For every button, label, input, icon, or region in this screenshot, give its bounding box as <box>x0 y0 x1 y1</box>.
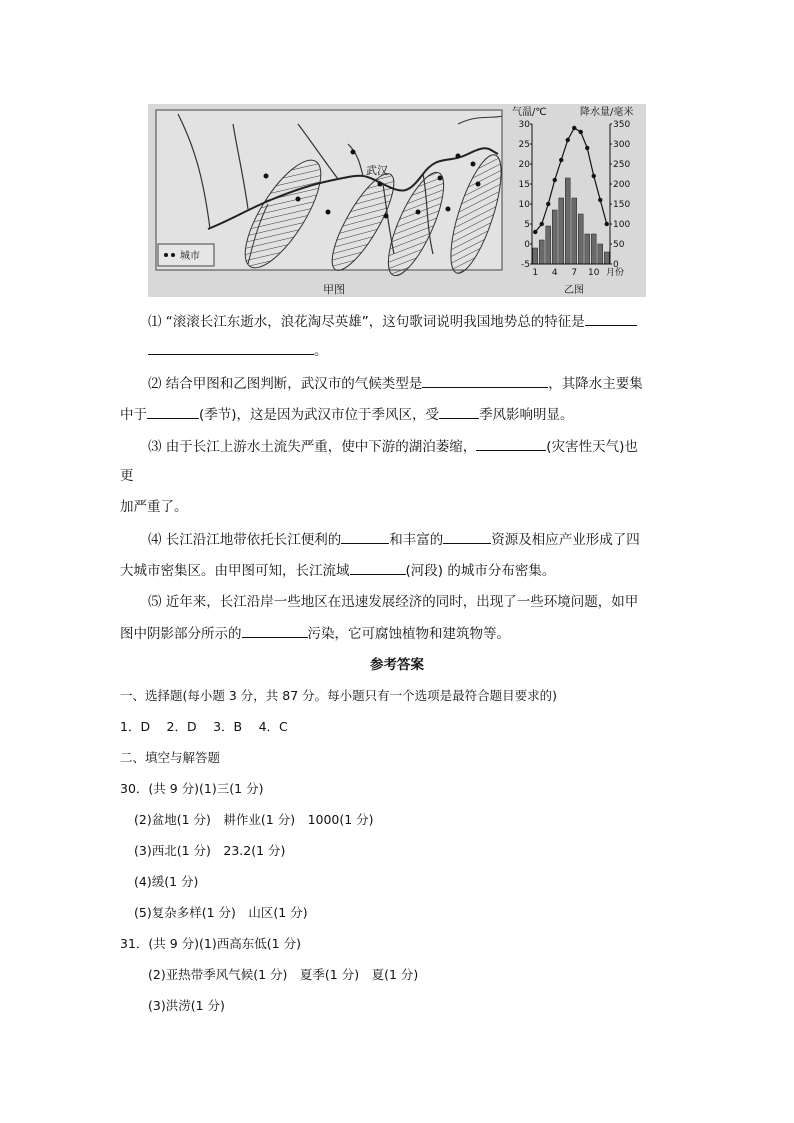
temperature-point <box>566 138 570 142</box>
temperature-point <box>579 130 583 134</box>
answer-blank[interactable] <box>476 436 546 451</box>
temperature-point <box>572 126 576 130</box>
answers-title: 参考答案 <box>370 657 424 673</box>
temperature-point <box>533 230 537 234</box>
temp-tick-label: 30 <box>518 120 530 130</box>
temperature-point <box>540 222 544 226</box>
question-4-line-a: ⑷ 长江沿江地带依托长江便利的 和丰富的 资源及相应产业形成了四 <box>148 529 640 550</box>
precip-tick-label: 200 <box>613 180 631 190</box>
precip-bar <box>565 178 570 264</box>
precip-tick-label: 100 <box>613 220 631 230</box>
temp-tick-label: 5 <box>524 220 530 230</box>
answers-section-2: 二、填空与解答题 <box>120 750 221 765</box>
legend-label: 城市 <box>180 251 200 262</box>
temperature-point <box>605 222 609 226</box>
q1-text: ⑴ “滚滚长江东逝水，浪花淘尽英雄”，这句歌词说明我国地势总的特征是 <box>148 314 585 330</box>
month-tick-label: 7 <box>571 268 578 278</box>
month-tick-label: 1 <box>532 268 539 278</box>
month-unit-label: 月份 <box>606 268 625 278</box>
precip-tick-label: 50 <box>613 240 625 250</box>
yangtze-map <box>148 104 510 297</box>
temperature-point <box>585 146 589 150</box>
precip-bar <box>585 234 590 264</box>
answers-choices: 1．D 2．D 3．B 4．C <box>120 719 288 734</box>
answer-blank[interactable] <box>439 404 479 419</box>
figure-panel <box>148 104 646 297</box>
answer-30-3: (3)西北(1 分) 23.2(1 分) <box>134 843 286 858</box>
answer-30-2: (2)盆地(1 分) 耕作业(1 分) 1000(1 分) <box>134 812 374 827</box>
question-5-line-a: ⑸ 近年来，长江沿岸一些地区在迅速发展经济的同时，出现了一些环境问题，如甲 <box>148 594 639 610</box>
temperature-point <box>598 198 602 202</box>
temperature-point <box>546 202 550 206</box>
question-4-line-b: 大城市密集区。由甲图可知，长江流域 (河段) 的城市分布密集。 <box>120 560 555 581</box>
answer-blank[interactable] <box>585 311 637 326</box>
precip-bar <box>604 252 609 264</box>
temperature-point <box>553 178 557 182</box>
question-2-line-b: 中于 (季节)，这是因为武汉市位于季风区，受 季风影响明显。 <box>120 404 574 425</box>
answer-blank[interactable] <box>147 404 199 419</box>
answer-31: 31．(共 9 分)(1)西高东低(1 分) <box>120 936 301 951</box>
precip-bar <box>591 234 596 264</box>
precip-tick-label: 300 <box>613 140 631 150</box>
precip-bar <box>546 226 551 264</box>
temperature-point <box>559 158 563 162</box>
answer-blank[interactable] <box>443 529 491 544</box>
answer-30: 30．(共 9 分)(1)三(1 分) <box>120 781 264 796</box>
precip-bar <box>598 244 603 264</box>
question-1-line-a <box>148 311 637 332</box>
answers-section-1: 一、选择题(每小题 3 分，共 87 分。每小题只有一个选项是最符合题目要求的) <box>120 688 558 703</box>
precip-bar <box>578 214 583 264</box>
question-3-line-b: 更 <box>120 468 134 484</box>
precip-bar <box>533 248 538 264</box>
precip-tick-label: 150 <box>613 200 631 210</box>
climate-chart <box>512 104 646 297</box>
month-tick-label: 10 <box>588 268 600 278</box>
question-2-line-a: ⑵ 结合甲图和乙图判断，武汉市的气候类型是 ，其降水主要集 <box>148 373 643 394</box>
answer-blank[interactable] <box>422 373 548 388</box>
map-caption: 甲图 <box>323 283 345 296</box>
temp-axis-title: 气温/℃ <box>512 107 547 118</box>
question-5-line-b: 图中阴影部分所示的 污染，它可腐蚀植物和建筑物等。 <box>120 623 510 644</box>
temp-tick-label: 0 <box>524 240 530 250</box>
temp-tick-label: 10 <box>518 200 530 210</box>
precip-bar <box>539 240 544 264</box>
wuhan-label: 武汉 <box>366 164 388 177</box>
precip-tick-label: 250 <box>613 160 631 170</box>
answer-blank[interactable] <box>242 623 308 638</box>
temperature-line <box>535 128 607 232</box>
answer-30-4: (4)缓(1 分) <box>134 874 199 889</box>
temp-tick-label: 20 <box>518 160 530 170</box>
temp-tick-label: -5 <box>521 260 530 270</box>
answer-31-2: (2)亚热带季风气候(1 分) 夏季(1 分) 夏(1 分) <box>148 967 419 982</box>
precip-bar <box>552 210 557 264</box>
answer-blank[interactable] <box>148 340 314 355</box>
question-3-line-a: ⑶ 由于长江上游水土流失严重，使中下游的湖泊萎缩， (灾害性天气)也 <box>148 436 638 457</box>
question-1-line-b: 。 <box>148 340 328 361</box>
temp-tick-label: 25 <box>518 140 530 150</box>
precip-tick-label: 350 <box>613 120 631 130</box>
chart-caption: 乙图 <box>564 285 584 296</box>
answer-30-5: (5)复杂多样(1 分) 山区(1 分) <box>134 905 308 920</box>
precip-tick-label: 0 <box>613 260 619 270</box>
answer-blank[interactable] <box>341 529 389 544</box>
precip-bar <box>559 198 564 264</box>
question-3-line-c: 加严重了。 <box>120 499 188 515</box>
answer-31-3: (3)洪涝(1 分) <box>148 998 225 1013</box>
temperature-point <box>592 174 596 178</box>
precip-axis-title: 降水量/毫米 <box>580 107 634 118</box>
month-tick-label: 4 <box>551 268 558 278</box>
answer-blank[interactable] <box>350 560 406 575</box>
temp-tick-label: 15 <box>518 180 530 190</box>
precip-bar <box>572 198 577 264</box>
